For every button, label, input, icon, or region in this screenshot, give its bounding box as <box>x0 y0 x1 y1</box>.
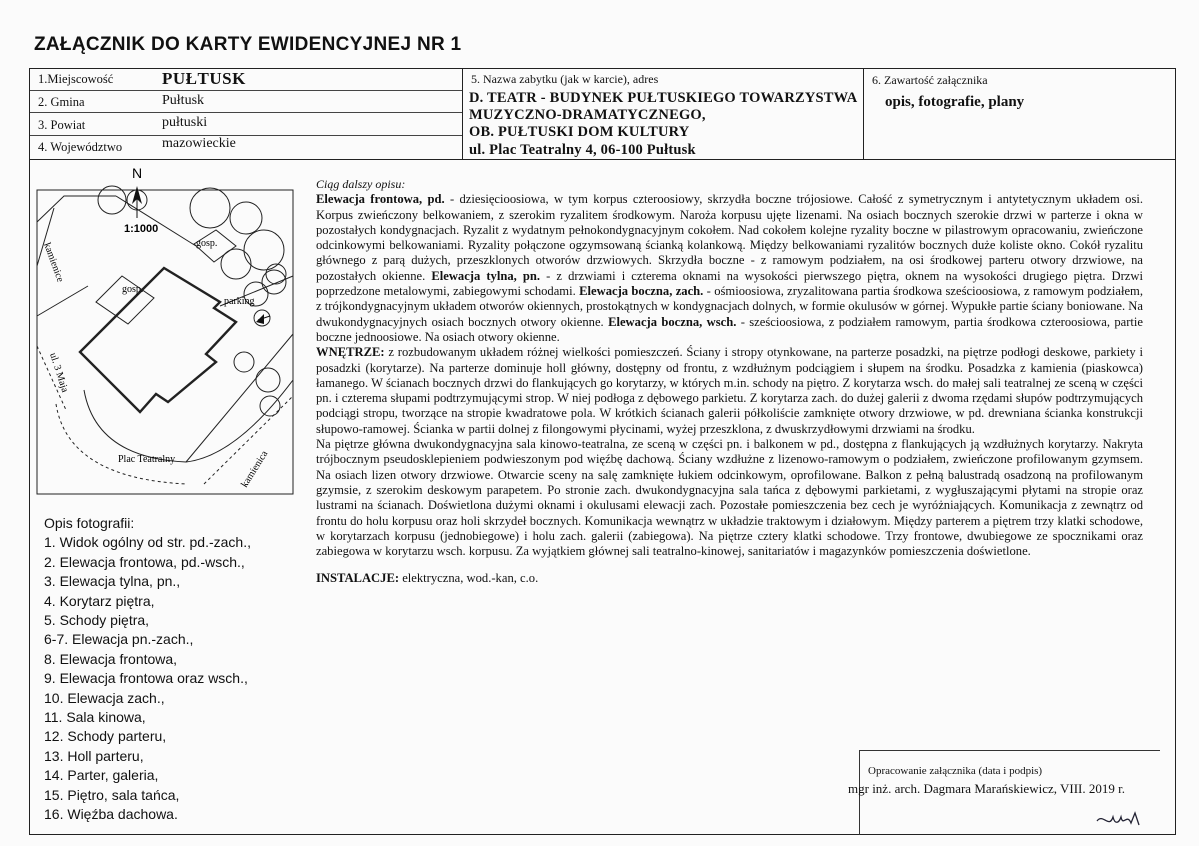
header-divider <box>462 69 463 159</box>
photo-list-item: 16. Więźba dachowa. <box>44 806 178 823</box>
photo-list-item: 9. Elewacja frontowa oraz wsch., <box>44 670 248 687</box>
section-heading: Elewacja frontowa, pd. <box>316 192 445 207</box>
row-divider <box>30 135 462 136</box>
description-interior <box>316 345 1143 437</box>
text-run: - sześcioosiowa, z podziałem ramowym, partia środkowa czteroosiowa, partie boczne jednoosiowe. Na osiach otwory okienne. <box>316 314 1143 344</box>
photo-list-item: 11. Sala kinowa, <box>44 709 146 726</box>
site-plan-map <box>36 166 298 496</box>
gosp-label: gosp. <box>196 238 218 249</box>
text-run: - dziesięcioosiowa, w tym korpus czteroosiowy, skrzydła boczne trójosiowe. Całość z symetrycznym i antytetycznym układem osi. Korpus zwieńczony belkowaniem, z szerokim ryzalitem środkowym. Naroża korpusu ujęte lizenami. Na osiach bocznych szerokie drzwi w parterze i okna w pozostałych kondygnacjach. Ryzalit z wydatnym pełnokondygnacyjnym cokołem. Nad cokołem kolejne ryzality boczne w pilastrowym opracowaniu, zwieńczone odcinkowymi belkowaniami. Ryzality połączone ogzymsowaną ścianką kolankową. Między belkowaniami ryzalitów bocznych duże koliste okno. Cokół ryzalitu głównego z parą dużych, przeszklonych otworów drzwiowych. Skrzydła boczne - z ramowym podziałem, na osi środkowej parteru otwory drzwiowe, na pozostałych okienne. <box>316 192 1143 283</box>
field-value: PUŁTUSK <box>162 69 246 88</box>
section-heading: WNĘTRZE: <box>316 345 385 360</box>
row-divider <box>30 90 462 91</box>
street-line <box>56 404 186 484</box>
signature-author: mgr inż. arch. Dagmara Marańskiewicz, VIII. 2019 r. <box>848 781 1125 796</box>
description-exterior <box>316 192 1143 345</box>
page-title: ZAŁĄCZNIK DO KARTY EWIDENCYJNEJ NR 1 <box>34 34 462 55</box>
contents-value: opis, fotografie, plany <box>885 94 1025 110</box>
field-value: pułtuski <box>162 115 208 130</box>
monument-line: ul. Plac Teatralny 4, 06-100 Pułtusk <box>469 142 696 158</box>
photo-list-item: 8. Elewacja frontowa, <box>44 650 178 667</box>
contents-label: 6. Zawartość załącznika <box>872 73 988 87</box>
signature-label: Opracowanie załącznika (data i podpis) <box>868 765 1043 777</box>
description-upper-floor: Na piętrze główna dwukondygnacyjna sala kinowo-teatralna, ze sceną w części pn. i balkonem w pd., dostępna z flankujących ją wzdłużnych korytarzy. Nakryta trójbocznym pseudosklepieniem podwieszonym pod więźbę dachową. Ściany wzdłużne z lizenowo-ramowym o podziałem, zwieńczone profilowanym gzymsem. Na osiach lizen otwory drzwiowe. Otwarcie sceny na salę zamknięte łukiem odcinkowym, oprofilowane. Balkon z pełną balustradą osadzoną na profilowanym gzymsie, z szerokim deskowym parapetem. Po stronie zach. dwukondygnacyjna sala tańca z dębowymi parkietami, z wygłuszającymi płytami na stropie oraz lustrami na ścianach. Doświetlona dużymi oknami i okulusami elewacji zach. Pozostałe pomieszczenia bez cech je wyróżniających. Komunikacja z zewnątrz od frontu do holu korpusu oraz holi skrzydeł bocznych. Komunikacja wewnątrz w układzie traktowym i działowym. Między parterem a piętrem trzy klatki schodowe, w korytarzach korpusu (jednobiegowe) i holu zach. galerii (zabiegowa). Na piętrze cztery klatki schodowe. Trzy frontowe, dwubiegowe ze spocznikami oraz zabiegowa w korytarzu wsch. korpusu. Za wyjątkiem głównej sali teatralno-kinowej, sanitariatów i magazynków pomieszczenia doświetlone. <box>316 437 1143 559</box>
parking-label: parking <box>224 296 255 307</box>
north-label: N <box>132 166 143 181</box>
text-run: - ośmioosiowa, zryzalitowana partia środkowa sześcioosiowa, z ramowym podziałem, z trójkondygnacyjnym układem otworów okiennych, prostokątnych w kondygnacjach dolnych, w formie okulusów w górnej. Wypukłe partie ściany boniowane. Na dwukondygnacyjnych osiach bocznych otwory okienne. <box>316 284 1143 329</box>
photo-list-item: 3. Elewacja tylna, pn., <box>44 573 181 590</box>
field-label: 3. Powiat <box>38 118 86 132</box>
description-intro: Ciąg dalszy opisu: <box>316 177 406 191</box>
text-run: - z drzwiami i czterema oknami na wysokości pierwszego piętra, oknem na wysokości drugiego piętra. Drzwi poprzedzone metalowymi, zabiegowymi schodami. <box>316 268 1143 299</box>
description <box>316 177 1143 587</box>
header-divider <box>863 69 864 159</box>
monument-line: OB. PUŁTUSKI DOM KULTURY <box>469 124 690 140</box>
handwritten-signature <box>1095 809 1145 831</box>
field-label: 1.Miejscowość <box>38 72 114 86</box>
photo-list-item: 12. Schody parteru, <box>44 728 167 745</box>
row-divider <box>30 112 462 113</box>
photo-list-item: 13. Holl parteru, <box>44 747 144 764</box>
monument-line: D. TEATR - BUDYNEK PUŁTUSKIEGO TOWARZYSTWA <box>469 90 858 106</box>
photo-list-item: 1. Widok ogólny od str. pd.-zach., <box>44 534 251 551</box>
photo-list-item: 4. Korytarz piętra, <box>44 592 155 609</box>
field-label: 2. Gmina <box>38 95 85 109</box>
section-heading: Elewacja tylna, pn. <box>431 268 541 283</box>
theatre-building <box>80 268 236 412</box>
field-value: mazowieckie <box>162 136 236 151</box>
description-installations <box>316 571 1143 586</box>
gosp-label: gosp. <box>122 284 144 295</box>
field-label: 4. Województwo <box>38 140 123 154</box>
monument-label: 5. Nazwa zabytku (jak w karcie), adres <box>471 72 659 86</box>
section-heading: Elewacja boczna, zach. <box>579 284 704 299</box>
photo-list-title: Opis fotografii: <box>44 515 135 531</box>
photo-list-item: 14. Parter, galeria, <box>44 767 159 784</box>
text-run: elektryczna, wod.-kan, c.o. <box>399 571 539 586</box>
lot-line <box>37 286 88 316</box>
street-label: ul. 3 Maja <box>47 351 71 394</box>
scale-label: 1:1000 <box>124 223 159 235</box>
photo-list-item: 15. Piętro, sala tańca, <box>44 786 180 803</box>
photo-list-item: 2. Elewacja frontowa, pd.-wsch., <box>44 553 245 570</box>
section-heading: INSTALACJE: <box>316 571 400 586</box>
header-table <box>29 68 1176 160</box>
field-value: Pułtusk <box>162 93 205 108</box>
section-heading: Elewacja boczna, wsch. <box>608 314 737 329</box>
photo-list-item: 6-7. Elewacja pn.-zach., <box>44 631 194 648</box>
kamienice-label: kamienice <box>41 241 66 284</box>
street-label: Plac Teatralny <box>118 454 176 465</box>
map-frame <box>37 190 293 494</box>
monument-line: MUZYCZNO-DRAMATYCZNEGO, <box>469 107 706 123</box>
photo-list-item: 10. Elewacja zach., <box>44 689 165 706</box>
photo-list-item: 5. Schody piętra, <box>44 612 150 629</box>
entrance-arrow-icon <box>256 314 270 324</box>
photo-list <box>44 514 251 825</box>
kamienice-block <box>37 196 116 222</box>
kamienica-label: kamienica <box>239 448 271 490</box>
signature-box <box>848 750 1160 835</box>
text-run: z rozbudowanym układem różnej wielkości pomieszczeń. Ściany i stropy otynkowane, na parterze posadzki, na piętrze podłogi deskowe, parkiety i posadzki (korytarze). Na parterze dominuje holl główny, dostępny od frontu, z wzdłużnym podciągiem i słupem na środku. Posadzka z kamienia (piaskowca) łamanego. W ścianach bocznych drzwi do flankujących go korytarzy, w których m.in. schody na piętro. Z korytarza wsch. do małej sali teatralnej ze sceną w części pn. i czterema słupami podtrzymującymi strop. W niej podłoga z dębowego parkietu. Z korytarza zach. do dużej galerii z dwoma rzędami słupów podtrzymujących podciągi stropu, tworzące na stropie kwadratowe pola. W krótkich ścianach galerii półkoliście zamknięte otwory drzwiowe, w pd. drewniana ścianka konstrukcji słupowo-ramowej. Ścianka w partii dolnej z filongowymi płycinami, wyżej przeszklona, z dwuskrzydłowymi drzwiami na środku. <box>316 345 1143 436</box>
